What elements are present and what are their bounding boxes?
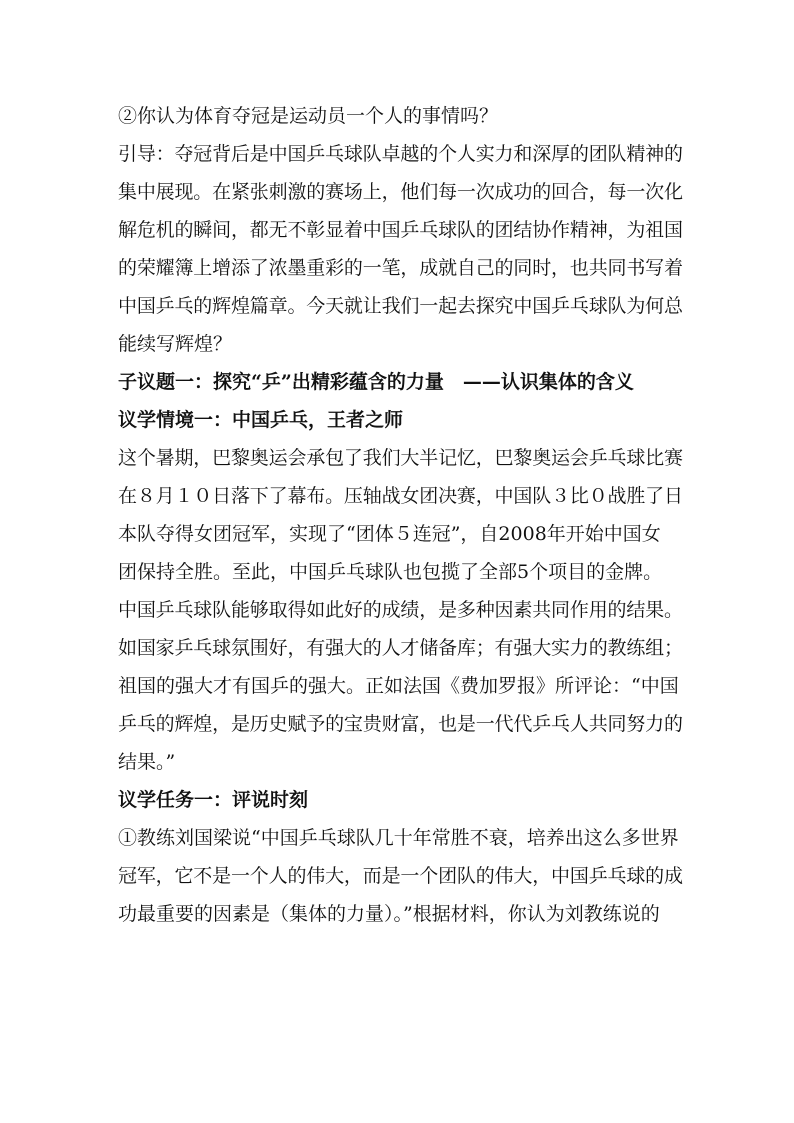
text-line: 乒乓的辉煌，是历史赋予的宝贵财富，也是一代代乒乓人共同努力的 bbox=[118, 713, 683, 735]
text-line: 中国乒乓的辉煌篇章。今天就让我们一起去探究中国乒乓球队为何总 bbox=[118, 295, 683, 317]
text-line: 冠军，它不是一个人的伟大，而是一个团队的伟大，中国乒乓球的成 bbox=[118, 865, 683, 887]
text-line: 团保持全胜。至此，中国乒乓球队也包揽了全部5个项目的金牌。 bbox=[118, 561, 663, 583]
section-heading: 议学情境一：中国乒乓，王者之师 bbox=[118, 409, 404, 431]
document-body bbox=[118, 97, 683, 933]
text-line: 中国乒乓球队能够取得如此好的成绩，是多种因素共同作用的结果。 bbox=[118, 599, 683, 621]
text-line: 这个暑期，巴黎奥运会承包了我们大半记忆，巴黎奥运会乒乓球比赛 bbox=[118, 447, 683, 469]
text-line: 集中展现。在紧张刺激的赛场上，他们每一次成功的回合，每一次化 bbox=[118, 181, 683, 203]
text-line: 结果。” bbox=[118, 751, 176, 773]
text-line: 在８月１０日落下了幕布。压轴战女团决赛，中国队３比０战胜了日 bbox=[118, 485, 683, 507]
text-line: 功最重要的因素是（集体的力量）。”根据材料，你认为刘教练说的 bbox=[118, 903, 660, 925]
section-heading: 子议题一：探究“乒”出精彩蕴含的力量 ——认识集体的含义 bbox=[118, 371, 634, 393]
text-line: 解危机的瞬间，都无不彰显着中国乒乓球队的团结协作精神，为祖国 bbox=[118, 219, 683, 241]
section-heading: 议学任务一：评说时刻 bbox=[118, 789, 309, 811]
text-line: ②你认为体育夺冠是运动员一个人的事情吗？ bbox=[118, 105, 499, 127]
text-line: 祖国的强大才有国乒的强大。正如法国《费加罗报》所评论：“中国 bbox=[118, 675, 679, 697]
text-line: 如国家乒乓球氛围好，有强大的人才储备库；有强大实力的教练组； bbox=[118, 637, 683, 659]
text-line: 引导：夺冠背后是中国乒乓球队卓越的个人实力和深厚的团队精神的 bbox=[118, 143, 683, 165]
text-line: ①教练刘国梁说“中国乒乓球队几十年常胜不衰，培养出这么多世界 bbox=[118, 827, 679, 849]
text-line: 能续写辉煌？ bbox=[118, 333, 233, 355]
text-line: 本队夺得女团冠军，实现了“团体５连冠”，自2008年开始中国女 bbox=[118, 523, 661, 545]
text-line: 的荣耀簿上增添了浓墨重彩的一笔，成就自己的同时，也共同书写着 bbox=[118, 257, 683, 279]
